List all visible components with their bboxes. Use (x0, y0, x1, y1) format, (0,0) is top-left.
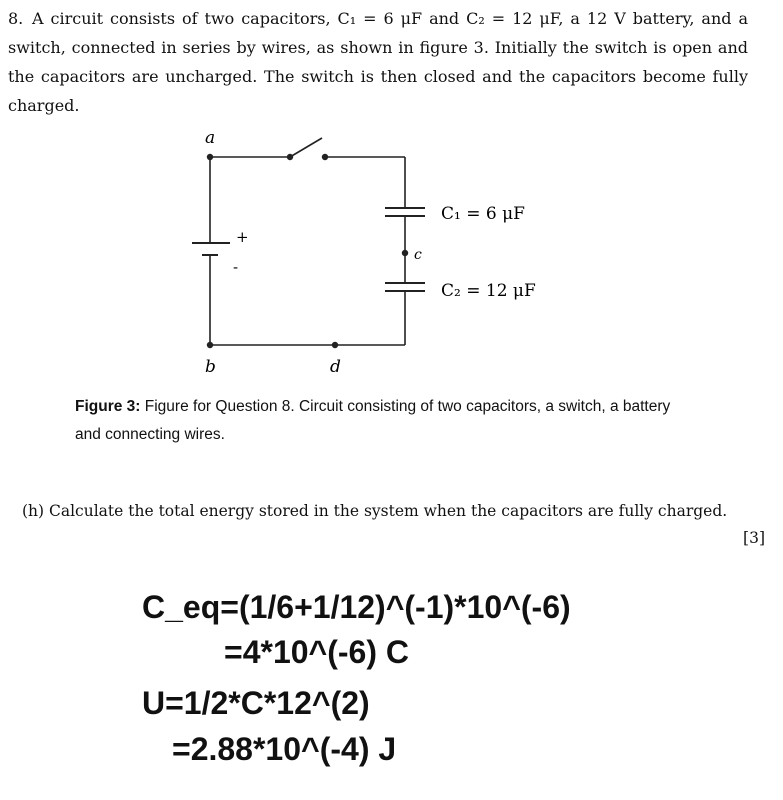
switch-pivot-dot (287, 154, 293, 160)
part-h-marks: [3] (743, 529, 765, 547)
answer-line-2: =4*10^(-6) C (224, 634, 409, 670)
switch-blade (290, 138, 322, 157)
switch-contact-dot (322, 154, 328, 160)
c2-label: C₂ = 12 μF (441, 281, 536, 301)
node-a-label: a (205, 128, 216, 148)
node-a-dot (207, 154, 213, 160)
battery-minus-label: - (233, 258, 239, 276)
node-b-label: b (205, 357, 216, 377)
part-h-question: (h) Calculate the total energy stored in the system when the capacitors are fully charged. (22, 502, 728, 520)
answer-line-4: =2.88*10^(-4) J (172, 731, 397, 767)
battery-plus-label: + (236, 228, 249, 246)
node-c-label: c (414, 247, 422, 263)
node-c-dot (402, 250, 408, 256)
node-d-dot (332, 342, 338, 348)
figure-caption (75, 393, 695, 449)
answer-line-1: C_eq=(1/6+1/12)^(-1)*10^(-6) (142, 589, 571, 625)
question-number: 8. (8, 9, 24, 28)
node-b-dot (207, 342, 213, 348)
figure-caption-label: Figure 3: (75, 398, 141, 415)
figure-caption-text: Figure for Question 8. Circuit consisting of two capacitors, a switch, a battery and connecting wires. (75, 398, 671, 443)
c1-label: C₁ = 6 μF (441, 204, 525, 224)
question-text: A circuit consists of two capacitors, C₁ = 6 μF and C₂ = 12 μF, a 12 V battery, and a switch, connected in series by wires, as shown in figure 3. Initially the switch is open and the capacitors are uncharged. The switch is then closed and the capacitors become fully charged. (8, 9, 748, 115)
answer-line-3: U=1/2*C*12^(2) (142, 685, 370, 721)
node-d-label: d (330, 357, 341, 377)
